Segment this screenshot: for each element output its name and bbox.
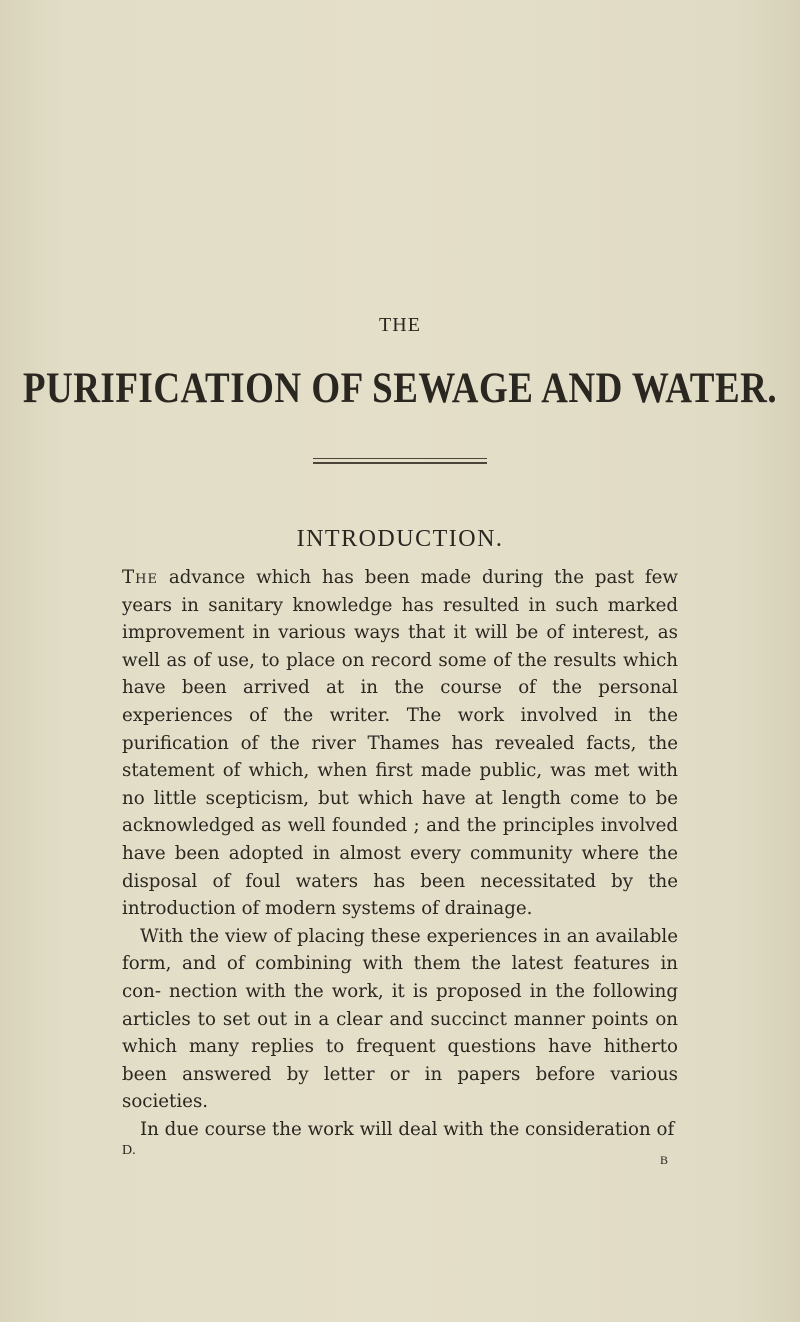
signature-mark-right: B [659, 1153, 668, 1167]
section-heading: INTRODUCTION. [296, 526, 504, 552]
paragraph-1 [122, 564, 678, 923]
paragraph-1-text: advance which has been made during the past few years in sanitary knowledge has resulted in such marked improvement in various ways that it will be of interest, as well as of use, to place on record some of the results which have been arrived at in the course of the personal experiences of the writer. The work involved in the purification of the river Thames has revealed facts, the statement of which, when first made public, was met with no little scepticism, but which have at length come to be acknowledged as well founded ; and the principles involved have been adopted in almost every community where the disposal of foul waters has been necessitated by the introduction of modern systems of drainage. [122, 567, 678, 920]
page-title: PURIFICATION OF SEWAGE AND WATER. [22, 364, 778, 413]
body-text [122, 564, 678, 1143]
title-rule-thin [313, 458, 487, 459]
paragraph-3: In due course the work will deal with the consideration of [140, 1118, 675, 1140]
title-rule-thick [313, 462, 487, 464]
paragraph-2: With the view of placing these experiences in an available form, and of combining with them the latest features in con- nection with the work, it is proposed in the following articles to set out in a clear and succinct manner points on which many replies to frequent questions have hitherto been answered by letter or in papers before various societies. [122, 925, 678, 1113]
signature-mark-left: D. [122, 1143, 136, 1158]
title-prefix: THE [379, 314, 421, 336]
paragraph-lead-word: The [122, 567, 158, 588]
